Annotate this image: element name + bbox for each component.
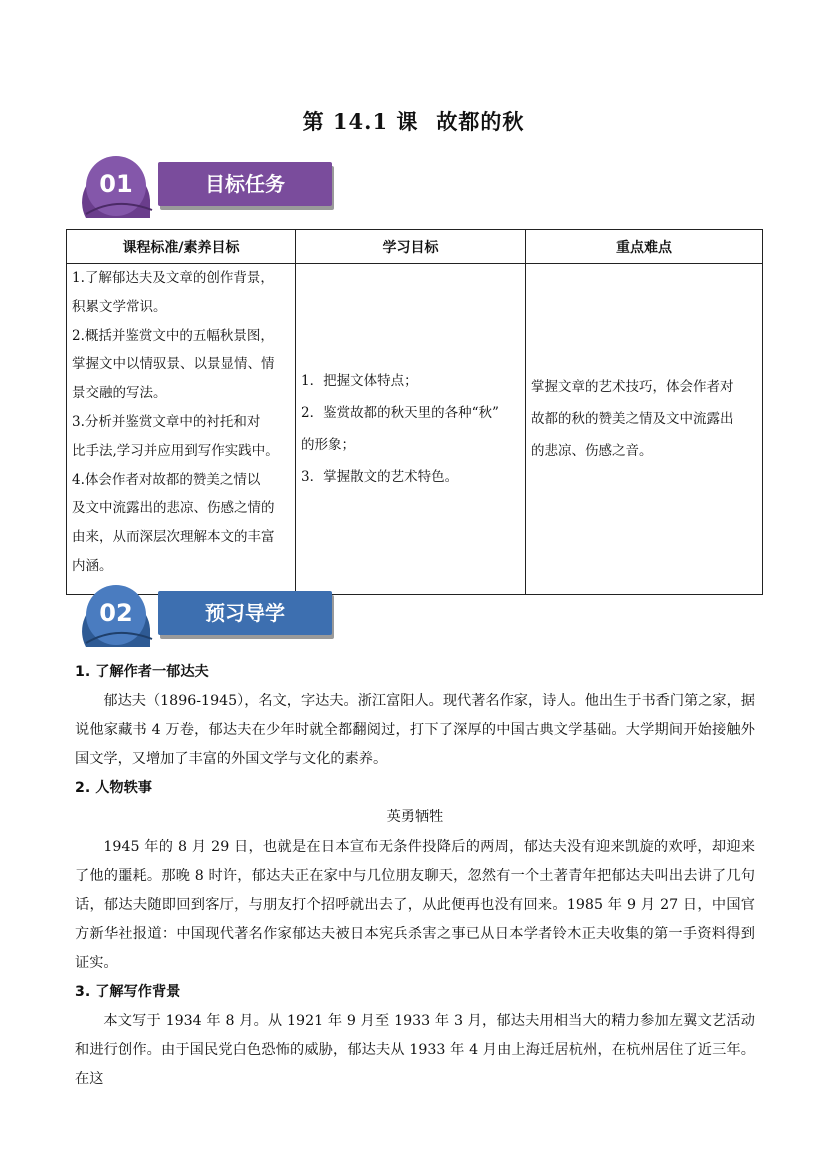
section-label: 预习导学 [205,601,285,625]
section-label: 目标任务 [205,172,285,196]
paragraph-anecdote: 1945 年的 8 月 29 日，也就是在日本宣布无条件投降后的两周，郁达夫没有迎来凯旋的欢呼，却迎来了他的噩耗。那晚 8 时许，郁达夫正在家中与几位朋友聊天，忽然有一个土著青年把郁达夫叫出去讲了几句话，郁达夫随即回到客厅，与朋友打个招呼就出去了，从此便再也没有回来。1985 年 9 月 27 日，中国官方新华社报道：中国现代著名作家郁达夫被日本宪兵杀害之事已从日本学者铃木正夫收集的第一手资料得到证实。 [75,838,755,971]
lesson-name: 故都的秋 [436,109,525,134]
page-title [0,106,827,136]
header-learning-goals: 学习目标 [296,230,526,264]
learning-goal-line: 3．掌握散文的艺术特色。 [301,469,459,485]
cell-standards [67,264,296,595]
standards-line: 比手法,学习并应用到写作实践中。 [72,442,279,459]
standards-line: 掌握文中以情驭景、以景显情、情 [72,356,275,373]
key-point-line: 的悲凉、伤感之音。 [531,443,653,459]
cell-key-points [526,264,763,595]
heading-anecdote: 2. 人物轶事 [75,780,152,797]
standards-line: 内涵。 [72,557,113,574]
goals-table [66,229,763,595]
section-banner-preview [80,585,342,651]
learning-goal-line: 2．鉴赏故都的秋天里的各种“秋” [301,405,499,421]
header-key-points: 重点难点 [526,230,763,264]
heading-background: 3. 了解写作背景 [75,984,181,1001]
standards-line: 景交融的写法。 [72,385,167,402]
key-point-line: 故都的秋的赞美之情及文中流露出 [531,411,734,427]
heading-author: 1. 了解作者一郁达夫 [75,664,209,680]
standards-line: 1.了解郁达夫及文章的创作背景， [72,270,274,286]
table-row [67,264,763,595]
key-point-line: 掌握文章的艺术技巧，体会作者对 [531,379,734,395]
standards-line: 3.分析并鉴赏文章中的衬托和对 [72,413,261,430]
anecdote-subtitle: 英勇牺牲 [386,809,444,826]
standards-line: 积累文学常识。 [72,298,167,315]
cell-learning-goals [296,264,526,595]
lesson-number: 第 14.1 课 [302,109,419,134]
table-header-row [67,230,763,264]
standards-line: 4.体会作者对故都的赞美之情以 [72,471,261,488]
paragraph-author: 郁达夫（1896-1945），名文，字达夫。浙江富阳人。现代著名作家，诗人。他出生于书香门第之家，据说他家藏书 4 万卷，郁达夫在少年时就全都翻阅过，打下了深厚的中国古典文学基础。大学期间开始接触外国文学，又增加了丰富的外国文学与文化的素养。 [75,693,755,768]
standards-line: 2.概括并鉴赏文中的五幅秋景图， [72,327,274,344]
standards-line: 由来，从而深层次理解本文的丰富 [72,529,275,546]
learning-goal-line: 1．把握文体特点； [301,373,418,389]
preview-content [75,658,755,1094]
standards-line: 及文中流露出的悲凉、伤感之情的 [72,500,275,517]
section-number: 02 [99,599,133,627]
learning-goal-line: 的形象； [301,437,355,453]
paragraph-background: 本文写于 1934 年 8 月。从 1921 年 9 月至 1933 年 3 月，郁达夫用相当大的精力参加左翼文艺活动和进行创作。由于国民党白色恐怖的威胁，郁达夫从 1933 年 4 月由上海迁居杭州，在杭州居住了近三年。在这 [75,1013,755,1088]
header-standards: 课程标准/素养目标 [67,230,296,264]
section-number: 01 [99,170,133,198]
section-banner-goals [80,156,342,222]
